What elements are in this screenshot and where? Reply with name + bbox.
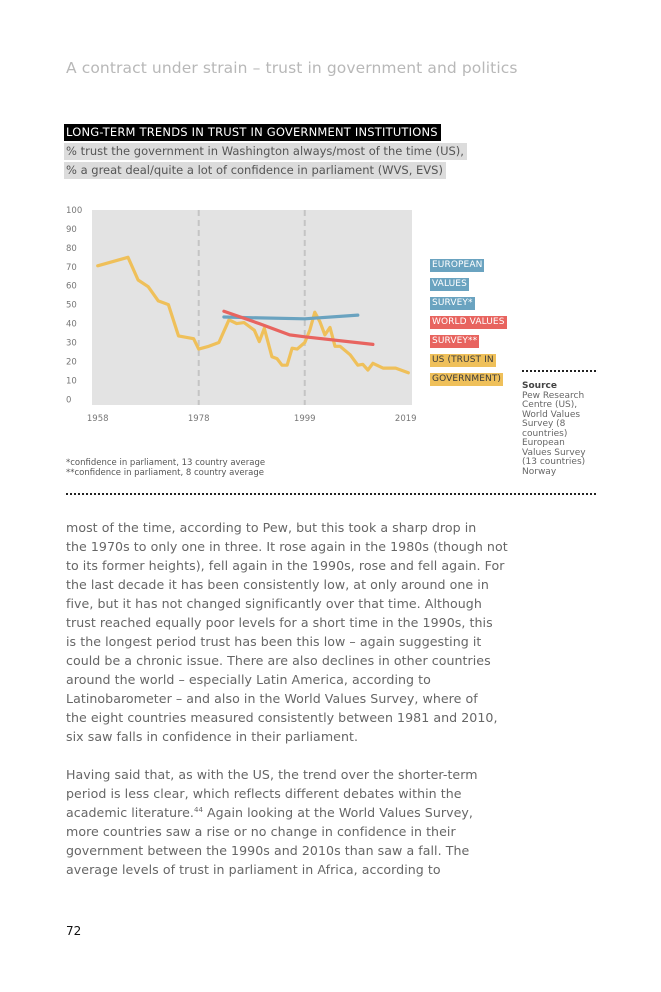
text-fragment: Again looking at the World Values Survey,: [202, 805, 473, 820]
y-tick-label: 20: [66, 357, 77, 368]
plot-area: [92, 210, 412, 405]
section-divider: [66, 493, 596, 497]
source-line: (13 countries): [522, 457, 586, 467]
y-tick-label: 40: [66, 319, 77, 330]
running-head: A contract under strain – trust in government and politics: [66, 59, 518, 77]
source-line: Pew Research: [522, 390, 585, 401]
text-fragment: academic literature.: [66, 805, 194, 820]
text-line: [66, 803, 506, 822]
text-line: government between the 1990s and 2010s than saw a fall. The: [66, 843, 470, 858]
text-line: six saw falls in confidence in their parliament.: [66, 729, 359, 744]
x-tick-label: 1999: [293, 414, 316, 424]
source-heading: Source: [522, 381, 557, 391]
text-line: is the longest period trust has been this low – again suggesting it: [66, 634, 482, 649]
x-tick-label: 1958: [86, 414, 109, 424]
text-line: the last decade it has been consistently low, at only around one in: [66, 577, 489, 592]
footnote-reference[interactable]: 44: [193, 806, 203, 814]
source-line: Centre (US),: [522, 400, 578, 410]
source-line: European: [522, 438, 565, 448]
text-line: could be a chronic issue. There are also declines in other countries: [66, 653, 491, 668]
text-line: period is less clear, which reflects different debates within the: [66, 786, 462, 801]
body-paragraph: [66, 765, 506, 879]
x-tick-label: 1978: [187, 414, 210, 424]
y-tick-label: 70: [66, 262, 77, 273]
x-tick-label: 2019: [394, 414, 417, 424]
text-line: around the world – especially Latin America, according to: [66, 672, 431, 687]
y-tick-label: 90: [66, 224, 77, 235]
legend-label: EUROPEAN: [432, 260, 483, 270]
source-line: Survey (8: [522, 419, 566, 429]
chart-title: LONG-TERM TRENDS IN TRUST IN GOVERNMENT INSTITUTIONS: [64, 124, 441, 141]
text-line: the eight countries measured consistently between 1981 and 2010,: [66, 710, 498, 725]
chart-subtitle-line: % trust the government in Washington always/most of the time (US),: [64, 143, 467, 160]
source-line: Values Survey: [522, 447, 586, 458]
text-line: average levels of trust in parliament in Africa, according to: [66, 862, 441, 877]
legend-label: SURVEY**: [432, 336, 478, 346]
y-tick-label: 10: [66, 376, 77, 387]
text-line: five, but it has not changed significantly over that time. Although: [66, 596, 482, 611]
source-line: countries): [522, 428, 568, 439]
legend-label: VALUES: [432, 279, 467, 289]
y-tick-label: 80: [66, 243, 77, 254]
y-tick-label: 50: [66, 300, 77, 311]
source-divider: [522, 370, 596, 374]
text-line: Latinobarometer – and also in the World Values Survey, where of: [66, 691, 478, 706]
source-line: Norway: [522, 466, 557, 477]
text-line: the 1970s to only one in three. It rose again in the 1980s (though not: [66, 539, 508, 554]
text-line: trust reached equally poor levels for a short time in the 1990s, this: [66, 615, 493, 630]
legend-label: SURVEY*: [432, 298, 473, 308]
chart-footnote: *confidence in parliament, 13 country average: [66, 458, 266, 468]
text-line: to its former heights), fell again in the 1990s, rose and fell again. For: [66, 558, 505, 573]
body-paragraph: [66, 518, 506, 746]
chart-footnote: **confidence in parliament, 8 country average: [66, 468, 264, 478]
y-tick-label: 60: [66, 281, 77, 292]
page-number: 72: [66, 924, 82, 938]
y-tick-label: 30: [66, 338, 77, 349]
text-line: more countries saw a rise or no change in confidence in their: [66, 824, 456, 839]
source-note: [522, 382, 602, 477]
legend-label: US (TRUST IN: [432, 355, 494, 365]
legend-label: GOVERNMENT): [432, 374, 502, 384]
text-line: most of the time, according to Pew, but this took a sharp drop in: [66, 520, 477, 535]
legend-label: WORLD VALUES: [432, 317, 505, 327]
chart-subtitle-line: % a great deal/quite a lot of confidence in parliament (WVS, EVS): [64, 162, 446, 179]
text-line: Having said that, as with the US, the trend over the shorter-term: [66, 767, 478, 782]
y-tick-label: 100: [66, 206, 83, 216]
y-tick-label: 0: [66, 395, 72, 406]
source-line: World Values: [522, 409, 581, 420]
